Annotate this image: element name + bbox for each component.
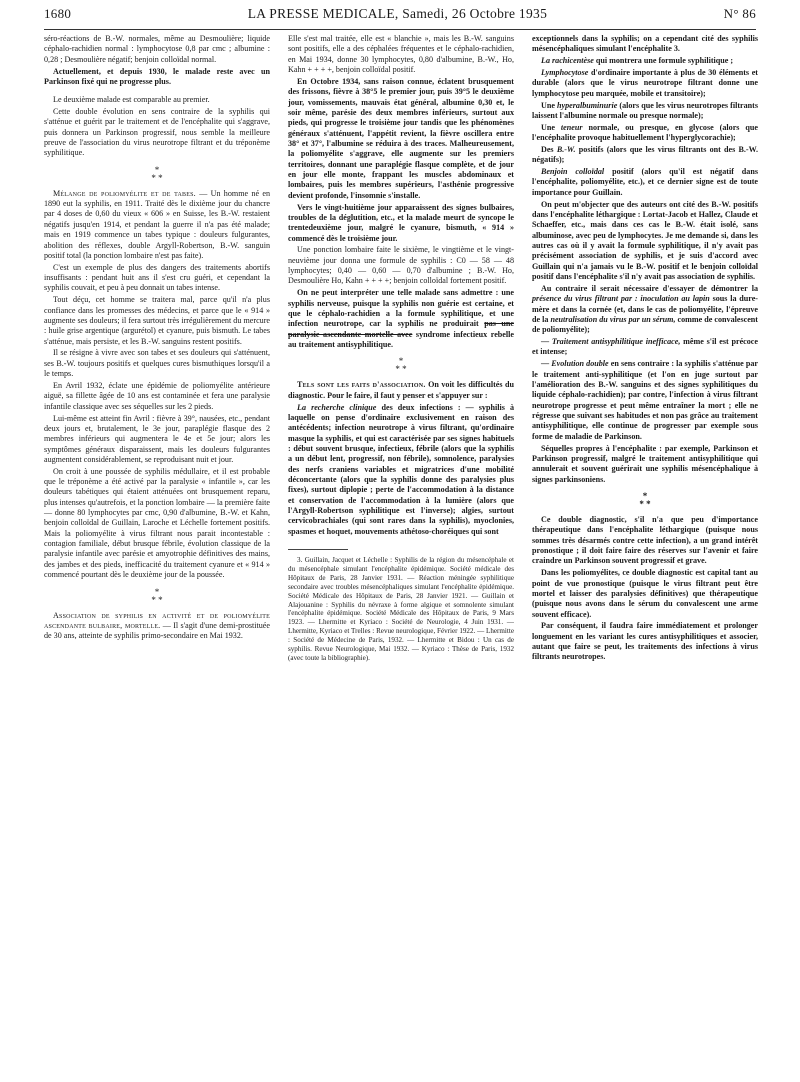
paragraph [532,167,758,198]
paragraph: En Avril 1932, éclate une épidémie de poliomyélite antérieure aiguë, sa fillette âgée de 10 ans est contaminée et fera une paralysie infantile classique avec ses séquelles sur les 2 pieds. [44,380,270,411]
emphasis: B.-W. [556,144,576,154]
struck-text: pas une paralysie ascendante mortelle avec [288,319,514,339]
paragraph: Tout déçu, cet homme se traitera mal, parce qu'il n'a plus confiance dans les promesses des médecins, et parce que le « 914 » augmente ses douleurs; il fera surtout très irrégulièrement du mercure : huile grise argentique (argurétol) et cyanure, puis bismuth. Le tabes s'atténue, mais persiste, et les B.-W. sanguins restent positifs. [44,295,270,346]
paragraph: exceptionnels dans la syphilis; on a cependant cité des syphilis mésencéphaliques simulant l'encéphalite 3. [532,34,758,54]
column-3 [532,34,758,664]
paragraph [532,284,758,336]
paragraph: Séquelles propres à l'encéphalite : par exemple, Parkinson et Parkinson progressif, malgré le traitement antisyphilitique qui annulerait et souvent guérirait une syphilis mésencéphalique à signes parkinsoniens. [532,443,758,484]
emphasis: hyperalbuminurie [557,100,618,110]
paragraph-text: — Il s'agit d'une demi-prostituée de 30 ans, atteinte de syphilis primo-secondaire en Mai 1932. [44,620,270,641]
paragraph [532,68,758,99]
paragraph-text: positif (alors qu'il est négatif dans l'encéphalite, poliomyélite, etc.), et ce dernier signe est de toute importance pour Guillain. [532,167,758,197]
paragraph-text: Une [541,100,555,110]
column-2 [288,34,514,663]
section-separator: * * * [151,586,163,605]
paragraph [532,123,758,144]
paragraph-text: Des [541,144,554,154]
paragraph-text: des deux infections : — syphilis à laquelle on pense d'ordinaire exclusivement en raison des antécédents; infection neurotrope à virus filtrant, qu'ordinaire masque la syphilis, et qui est caractérisée par ses signes habituels : début souvent brusque, infectieux, fébrile (alors que la syphilis a un début lent, progressif, non fébrile), somnolence, paralysies des nerfs craniens variables et migratrices d'une mobilité déconcertante (alors que la syphilis donne des paralysies plus fixes), surtout diplopie ; perte de l'accommodation à la distance et conservation de l'accommodation à la lumière (alors que l'Argyll-Robertson syphilitique est l'inverse); algies, surtout cervicobrachiales (qui sont rares dans la syphilis), myoclonies, spasmes et hoquet, mouvements athétoso-choréiques qui sont [288,402,514,536]
paragraph: Le deuxième malade est comparable au premier. [53,95,210,105]
paragraph-text: comme de convalescent de poliomyélite); [532,314,758,335]
column-1 [44,34,270,643]
issue-number: N° 86 [723,6,756,21]
paragraph: Vers le vingt-huitième jour apparaissent des signes bulbaires, troubles de la déglutition, etc., et la malade meurt de syncope le trentedeuxième jour, malgré le cyanure, bismuth, « 914 » commencé dès le troisième jour. [288,202,514,243]
journal-title: LA PRESSE MEDICALE, Samedi, 26 Octobre 1935 [247,6,548,21]
footnote [288,556,514,663]
paragraph [44,189,270,261]
header-rule [44,29,756,30]
section-heading: Tels sont les faits d'association. [297,380,426,390]
paragraph: Elle s'est mal traitée, elle est « blanchie », mais les B.-W. sanguins sont positifs, elle a des céphalées fréquentes et le céphalo-rachidien, en Mai 1934, donne 30 lymphocytes, 0,80 d'albumine, B.-W., Ho, Kahn + + + +, benjoin colloïdal positif. [288,34,514,75]
paragraph-text: positifs (alors que les virus filtrants ont des B.-W. négatifs); [532,144,758,165]
paragraph: Il se résigne à vivre avec son tabes et ses douleurs qui s'atténuent, ses B.-W. toujours positifs et quelques cures bismuthiques lorsqu'il a le temps. [44,348,270,379]
paragraph: Actuellement, et depuis 1930, le malade reste avec un Parkinson fixé qui ne progresse plus. [44,66,270,86]
paragraph-text: Au contraire il serait nécessaire d'essayer de démontrer la [541,283,758,293]
paragraph: Cette double évolution en sens contraire de la syphilis qui s'atténue et guérit par le traitement et de l'encéphalite qui s'aggrave, puis donnera un Parkinson progressif, nous semble la meilleure preuve de l'association du virus neurotrope filtrant et du tréponème syphilitique. [44,107,270,158]
section-separator: * * * [151,164,163,183]
paragraph: séro-réactions de B.-W. normales, même au Desmoulière; liquide céphalo-rachidien normal : lymphocytose 0,8 par cmc ; albumine : 0,28 ; Desmoulière négatif; benjoin colloïdal normal. [44,34,270,64]
emphasis: Evolution double [551,359,609,369]
section-heading: Mélange de poliomyélite et de tabes. [53,188,196,198]
section-separator: * * * [639,490,651,509]
emphasis: présence du virus filtrant par : inoculation au lapin [532,294,710,304]
page-header [44,6,756,28]
emphasis: teneur [560,122,583,132]
paragraph: C'est un exemple de plus des dangers des traitements abortifs insuffisants : pendant huit ans il s'est cru guéri, et cependant la syphilis couvait, et peu à peu donnait un tabes intense. [44,262,270,293]
paragraph-text: — Un homme né en 1890 eut la syphilis, en 1911. Traité dès le dixième jour du chancre par 4 doses de 0,60 du vieux « 606 » en Suisse, les B.-W. restaient négatifs jusqu'en 1914, et pendant la guerre il n'a pas été malade; mais en 1919 commence un tabes typique : douleurs fulgurantes, abolition des réflexes, double Argyll-Robertson, B.-W. sanguin positif total (la ponction lombaire n'est pas faite). [44,188,271,260]
paragraph [44,611,270,642]
paragraph: On peut m'objecter que des auteurs ont cité des B.-W. positifs dans l'encéphalite léthargique : Lortat-Jacob et Hallez, Claude et Schaeffer, etc., mais dans ces cas le B.-W. était isolé, sans albuminose, avec peu de lymphocytes. Je me demande si, dans les autres cas où il y avait la formule syphilitique, il n'y avait pas précisément association de syphilis, et je suis d'accord avec Guillain qui n'a jamais vu le B.-W. positif et le benjoin colloïdal positif dans l'encéphalite s'il n'y avait pas association de syphilis. [532,199,758,282]
paragraph-text: On voit les difficultés du diagnostic. Pour le faire, il faut y penser et s'appuyer sur : [288,380,515,400]
paragraph: Lui-même est atteint fin Avril : fièvre à 39°, nausées, etc., pendant deux jours et, brutalement, le 3e jour, paraplégie flasque des 2 membres inférieurs qui augmentera le 4e et 5e jour; alors les symptômes généraux disparaissent, mais les douleurs fulgurantes augmentent considérablement, se reproduisant nuit et jour. [44,413,270,464]
section-separator: * * * [395,356,407,375]
footnote-text: 3. Guillain, Jacquet et Léchelle : Syphilis de la région du mésencéphale et du mésencéphale simulant l'encéphalite épidémique. Société médicale des Hôpitaux de Paris, 28 Janvier 1931. — Réaction méningée syphilitique secondaire avec troubles mésencéphaliques simulant l'encéphalite épidémique. Société Médicale des Hôpitaux de Paris, 28 Janvier 1921. — Guillain et Alajouanine : Syphilis du névraxe à forme algique et somnolente simulant l'encéphalite épidémique. Société Médicale des Hôpitaux de Paris, 9 Mars 1923. — Lhermitte et Kyriaco : Société de Neurologie, 4 Juin 1931. — Lhermitte, Kyriaco et Trelles : Revue neurologique, Février 1922. — Lhermitte : Société de Médecine de Paris, 1932. — Lhermitte et Bidou : Un cas de syphilis. Revue Neurologique, Mai 1932. — Kyriaco : Thèse de Paris, 1932 (avec toute la bibliographie). [288,555,514,662]
emphasis: Benjoin colloïdal [541,167,605,177]
paragraph [532,337,758,358]
paragraph-text: même s'il est précoce et intense; [532,337,758,357]
paragraph-text: en sens contraire : la syphilis s'atténue par le traitement anti-syphilitique (et l'on en juge surtout par l'amélioration des B.-W. sanguins et des signes syphilitiques du liquide céphalo-rachidien); par contre, l'infection à virus filtrant neurotrope progresse et peut même entraîner la mort ; elle ne régresse que suivant ses habitudes et non pas grâce au traitement antisyphilitique, elle continue de progresser par exemple sous forme de maladie de Parkinson. [532,359,758,441]
paragraph-text: syndrome infectieux rebelle au traitement antisyphilitique. [288,329,514,349]
paragraph: Ce double diagnostic, s'il n'a que peu d'importance thérapeutique dans l'encéphalite léthargique (puisque nous sommes très désarmés contre cette infection), a un grand intérêt pronostique ; il doit faire faire des réserves sur l'avenir et faire craindre un Parkinson souvent progressif et grave. [532,514,758,566]
paragraph [532,145,758,166]
footnote-rule [288,549,348,550]
paragraph [532,359,758,442]
section-heading: Association de syphilis en activité et de poliomyélite ascendante bulbaire, mortelle. [44,610,270,630]
paragraph: Dans les poliomyélites, ce double diagnostic est capital tant au point de vue pronostique (puisque le virus filtrant peut être mortel et laisser des paralysies définitives) que thérapeutique (puisque nous avons dans le sérum du convalescent une arme souvent efficace). [532,568,758,619]
emphasis: neutralisation du virus par un sérum, [550,314,676,324]
paragraph-text: On ne peut interpréter une telle malade sans admettre : une syphilis nerveuse, puisque la syphilis non guérie est certaine, et que le céphalo-rachidien a la formule syphilitique, et une infection neurotrope, car la syphilis ne produirait [288,288,514,329]
paragraph [288,380,514,401]
emphasis: Traitement antisyphilitique inefficace, [551,337,681,347]
paragraph-text: d'ordinaire importante à plus de 30 éléments et durable (alors que le virus neurotrope filtrant donne une lymphocytose peu marquée, mobile et transitoire); [532,68,758,98]
emphasis: La recherche clinique [297,402,377,412]
paragraph [288,288,514,350]
paragraph: En Octobre 1934, sans raison connue, éclatent brusquement des frissons, fièvre à 38°5 le premier jour, puis 39°5 le deuxième jour, vomissements, mauvais état général, albumine 0,30 et, le soir même, parésie des deux membres inférieurs, surtout aux pieds, qui progresse le troisième jour tandis que les phénomènes généraux s'atténuent, l'appétit revient, la fièvre oscillera entre 38° et 37°, l'albumine se réduira à des traces. Malheureusement, la poliomyélite s'aggrave, elle augmente sur les premiers territoires, donnant une paraplégie flasque complète, et de jour en jour elle monte, frappant les muscles abdominaux et lombaires, puis les membres supérieurs, l'asthénie progressive devient profonde, l'insomnie s'installe. [288,76,514,200]
paragraph-text: sous la dure-mère et dans la cornée (et, dans le cas de poliomyélite, l'épreuve de la [532,294,759,324]
page-number: 1680 [44,6,72,21]
paragraph-text: normale, ou presque, en glycose (alors que l'encéphalite provoque habituellement l'hyperglycorachie); [532,122,758,143]
emphasis: Lymphocytose [541,68,589,78]
paragraph-text: — [541,337,550,347]
paragraph: On croit à une poussée de syphilis médullaire, et il est probable que le tréponème a été activé par la paralysie « infantile », car les douleurs tabétiques qui étaient atténuées ont brusquement reparu, plus intenses qu'autrefois, et la ponction lombaire — la première faite — donne 80 lymphocytes par cmc, 0,90 d'albumine, B.-W. et Kahn, benjoin colloïdal de Guillain, Laroche et Léchelle fortement positifs. Mais la poliomyélite à virus filtrant nous parait incontestable : contagion familiale, début brusque fébrile, évolution classique de la paralysie infantile avec parésie et amyotrophie définitives des mains, des jambes et des pieds, inefficacité du traitement cyanure et « 914 » commencé pourtant dès le deuxième jour de la poussée. [44,466,270,580]
paragraph: Par conséquent, il faudra faire immédiatement et prolonger longuement en les variant les cures antisyphilitiques et associer, autant que faire se peut, les traitements des infections à virus filtrants neurotropes. [532,621,758,662]
paragraph-text: (alors que les virus neurotropes filtrants laissent l'albumine normale ou presque normale); [532,100,759,120]
paragraph-text: qui montrera une formule syphilitique ; [595,56,734,66]
paragraph-text: Une [541,122,555,132]
emphasis: La rachicentèse [541,56,594,66]
paragraph [532,101,758,122]
paragraph [532,56,758,66]
paragraph [288,403,514,537]
paragraph: Une ponction lombaire faite le sixième, le vingtième et le vingt-neuvième jour donna une formule de syphilis : C0 — 58 — 48 lymphocytes; 0,40 — 0,60 — 0,70 d'albumine ; B.-W. Ho, Desmoulière Ho, Kahn + + + +; benjoin colloïdal fortement positif. [288,245,514,286]
paragraph-text: — [541,359,550,369]
